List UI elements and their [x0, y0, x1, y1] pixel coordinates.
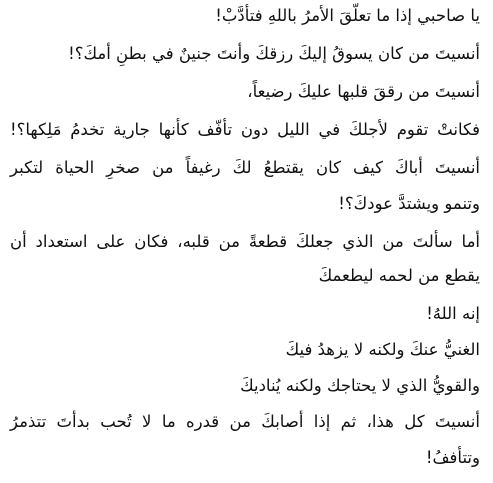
text-line-8: يقطع من لحمه ليطعمكَ: [318, 266, 480, 285]
text-line-5: أنسيتَ أباكَ كيف كان يقتطعُ لكَ رغيفاً من صخرِ الحياة لتكبر: [10, 158, 480, 177]
text-line-6: وتنمو ويشتدَّ عودكَ؟!: [338, 194, 480, 213]
text-line-12: أنسيتَ كل هذا، ثم إذا أصابكَ من قدره ما لا تُحب بدأتَ تتذمرُ: [10, 412, 480, 431]
text-line-10: الغنيُّ عنكَ ولكنه لا يزهدُ فيكَ: [285, 340, 480, 359]
text-line-1: يا صاحبي إذا ما تعلّقَ الأمرُ باللهِ فتأدَّبْ!: [215, 6, 480, 25]
text-line-3: أنسيتَ من رققَ قلبها عليكَ رضيعاً،: [247, 82, 480, 101]
text-line-4: فكانتْ تقوم لأجلكَ في الليل دون تأفّف كأنها جارية تخدمُ مَلِكها؟!: [10, 120, 480, 139]
text-line-13: وتتأففُ!: [425, 448, 480, 467]
text-line-11: والقويُّ الذي لا يحتاجك ولكنه يُناديكَ: [240, 376, 480, 395]
text-line-2: أنسيتَ من كان يسوقُ إليكَ رزقكَ وأنتَ جنينٌ في بطنِ أمكَ؟!: [68, 44, 480, 63]
text-line-9: إنه اللهُ!: [426, 304, 480, 323]
text-line-7: أما سألتَ من الذي جعلكَ قطعةً من قلبه، فكان على استعداد أن: [10, 232, 480, 251]
